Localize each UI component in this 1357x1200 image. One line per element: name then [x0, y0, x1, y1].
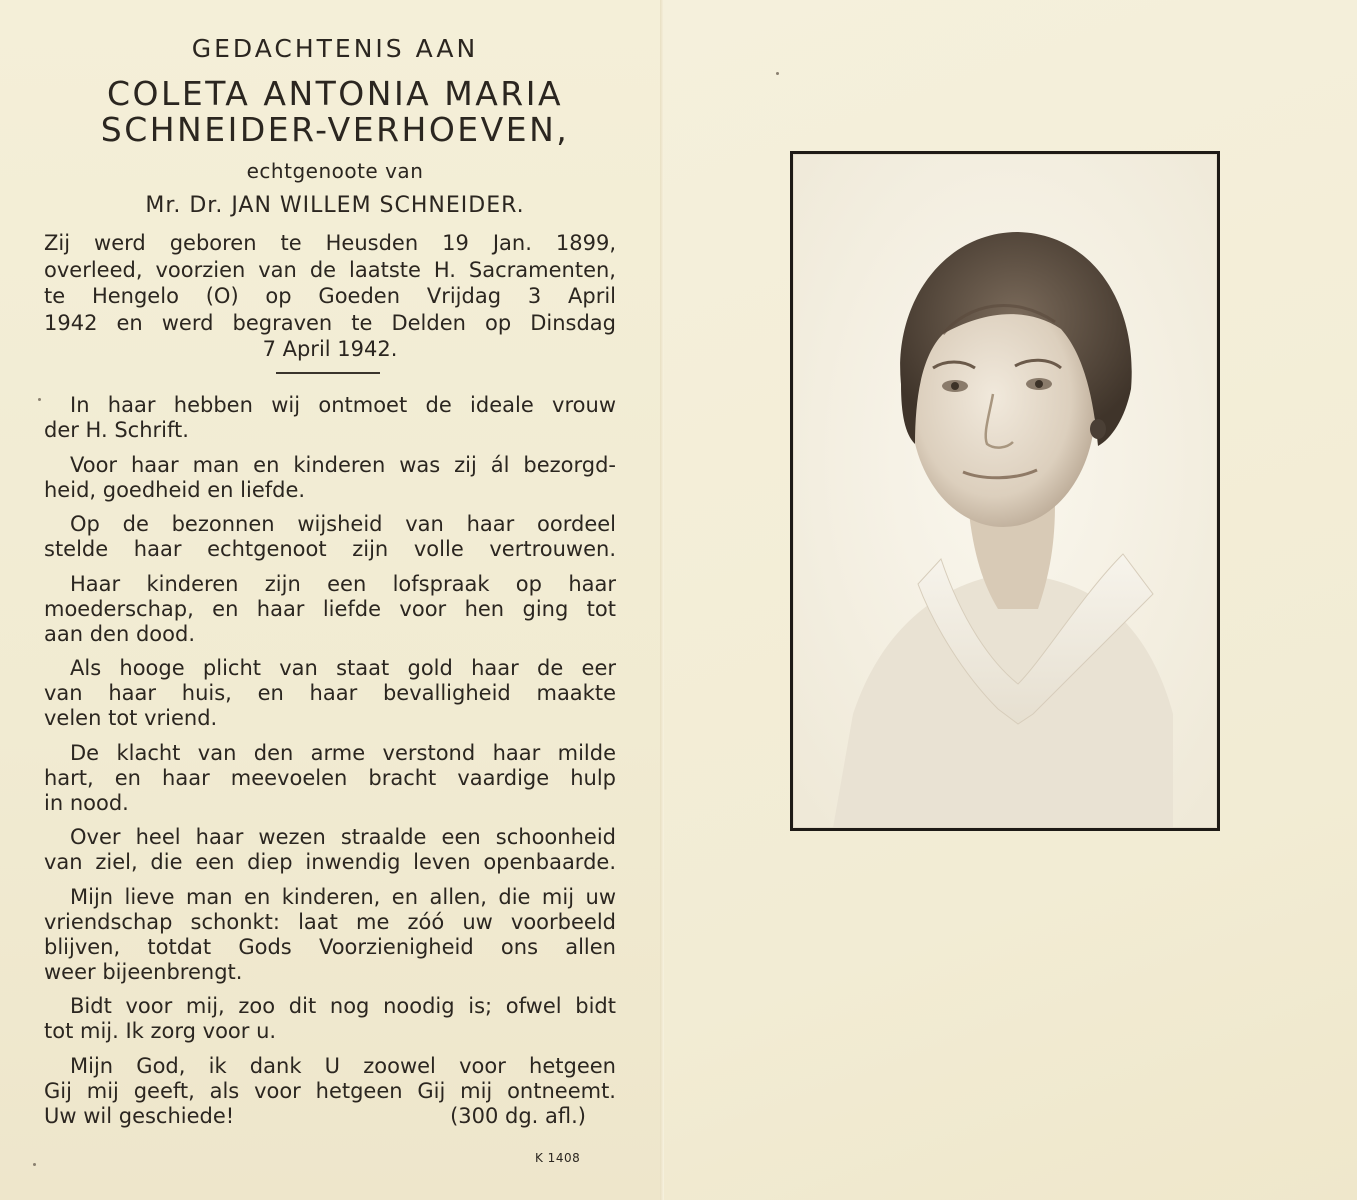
paragraph [44, 656, 616, 731]
text-line: aan den dood. [44, 621, 195, 646]
bio-line: overleed, voorzien van de laatste H. Sacramenten, [44, 257, 616, 282]
text-line: van haar huis, en haar bevalligheid maakte [44, 681, 616, 705]
left-pupil [951, 382, 959, 390]
paragraph [44, 393, 616, 443]
deceased-name-line-1: COLETA ANTONIA MARIA [106, 74, 564, 113]
memorial-text [44, 393, 616, 1138]
text-line: hart, en haar meevoelen bracht vaardige hulp [44, 765, 616, 790]
text-line: heid, goedheid en liefde. [44, 477, 306, 502]
paragraph [44, 512, 616, 562]
paper-speck [38, 398, 41, 401]
divider-rule [276, 372, 380, 374]
earring [1090, 419, 1106, 439]
text-line: De klacht van den arme verstond haar milde [70, 740, 616, 765]
text-line: Over heel haar wezen straalde een schoonheid [70, 825, 616, 849]
bio-line: 1942 en werd begraven te Delden op Dinsdag [44, 310, 616, 335]
text-line: weer bijeenbrengt. [44, 959, 243, 984]
paragraph [44, 572, 616, 647]
text-line: stelde haar echtgenoot zijn volle vertrouwen. [44, 537, 616, 561]
paper-speck [776, 72, 779, 75]
paper-speck [33, 1163, 36, 1166]
text-line: in nood. [44, 790, 129, 815]
print-code: K 1408 [535, 1151, 581, 1165]
text-line: vriendschap schonkt: laat me zóó uw voorbeeld [44, 909, 616, 934]
text-line: Mijn God, ik dank U zoowel voor hetgeen [70, 1053, 616, 1078]
spouse-name: Mr. Dr. JAN WILLEM SCHNEIDER. [145, 193, 525, 218]
text-line: Gij mij geeft, als voor hetgeen Gij mij ontneemt. [44, 1078, 616, 1103]
paragraph [44, 1054, 616, 1129]
text-line: Bidt voor mij, zoo dit nog noodig is; ofwel bidt [70, 994, 616, 1018]
text-line: Mijn lieve man en kinderen, en allen, die mij uw [70, 884, 616, 909]
text-line: In haar hebben wij ontmoet de ideale vrouw [70, 393, 616, 417]
text-line: velen tot vriend. [44, 706, 218, 730]
text-line: der H. Schrift. [44, 418, 189, 442]
text-line: moederschap, en haar liefde voor hen ging tot [44, 596, 616, 621]
bio-line: te Hengelo (O) op Goeden Vrijdag 3 April [44, 284, 616, 309]
card-fold [660, 0, 664, 1200]
bio-line: 7 April 1942. [262, 337, 398, 362]
text-line: Op de bezonnen wijsheid van haar oordeel [70, 512, 616, 536]
bio-line: Zij werd geboren te Heusden 19 Jan. 1899, [44, 231, 616, 255]
text-line: Haar kinderen zijn een lofspraak op haar [70, 571, 616, 596]
paragraph [44, 741, 616, 816]
spouse-label: echtgenoote van [246, 159, 424, 183]
portrait-photo [790, 151, 1220, 831]
text-line: Als hooge plicht van staat gold haar de eer [70, 656, 616, 680]
text-line: van ziel, die een diep inwendig leven openbaarde. [44, 850, 616, 874]
paragraph [44, 453, 616, 503]
paragraph [44, 994, 616, 1044]
text-line: Voor haar man en kinderen was zij ál bezorgd- [70, 452, 616, 477]
paragraph [44, 885, 616, 985]
closing-line [44, 1104, 616, 1129]
right-pupil [1035, 380, 1043, 388]
indulgence-note: (300 dg. afl.) [450, 1103, 586, 1128]
deceased-name-line-2: SCHNEIDER-VERHOEVEN, [100, 110, 570, 149]
paragraph [44, 825, 616, 875]
biography [44, 230, 616, 363]
text-line: tot mij. Ik zorg voor u. [44, 1019, 277, 1043]
text-line: blijven, totdat Gods Voorzienigheid ons allen [44, 934, 616, 959]
heading: GEDACHTENIS AAN [191, 34, 479, 63]
portrait-image [793, 154, 1217, 828]
closing-phrase: Uw wil geschiede! [44, 1103, 235, 1128]
